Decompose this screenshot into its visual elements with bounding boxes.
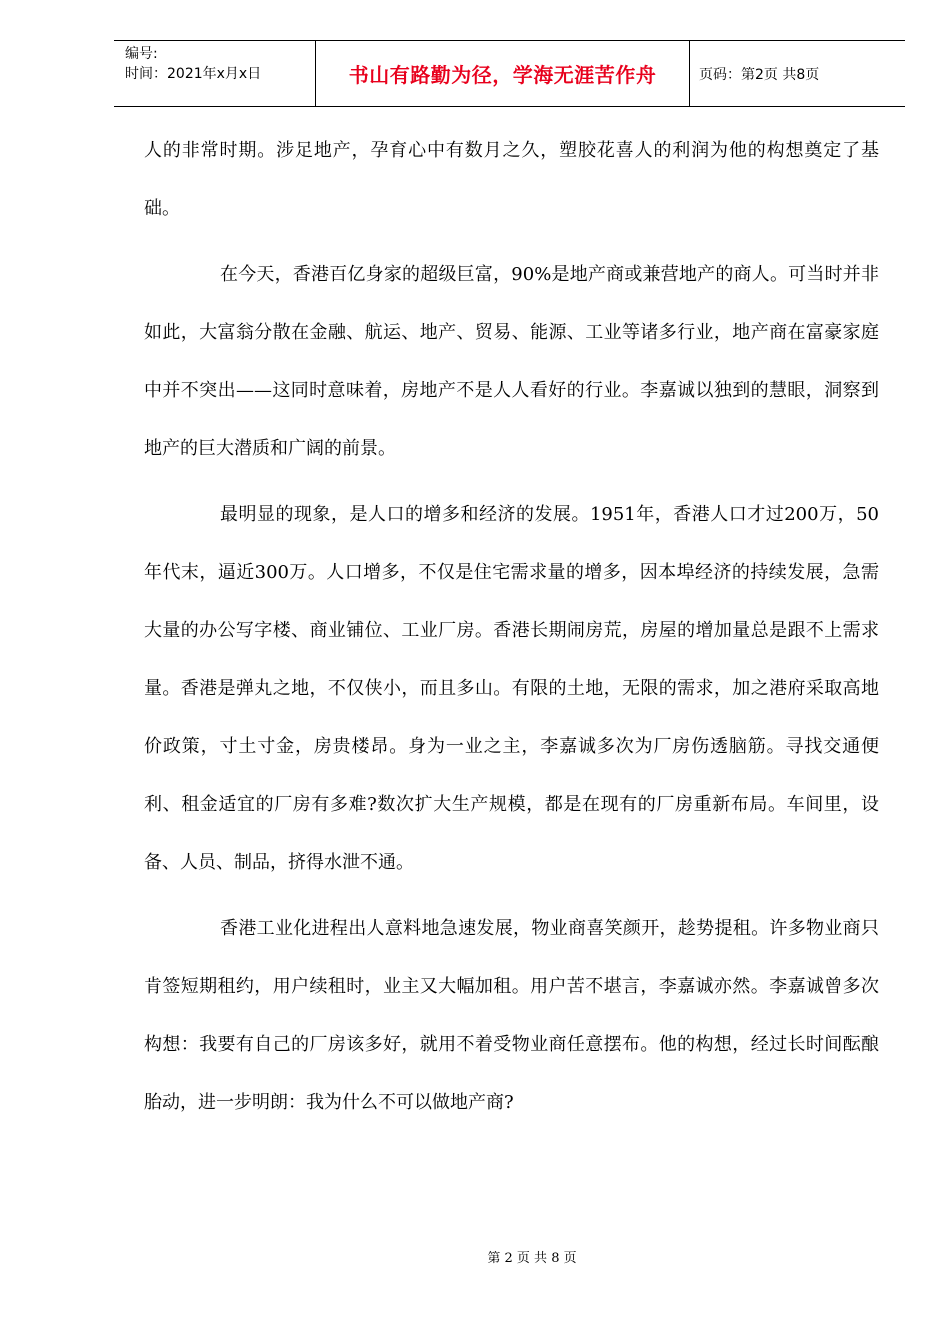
page-info-label: 页码：第2页 共8页 (699, 66, 820, 83)
paragraph-3: 最明显的现象，是人口的增多和经济的发展。1951年，香港人口才过200万，50年代末，逼近300万。人口增多，不仅是住宅需求量的增多，因本埠经济的持续发展，急需大量的办公写字楼、商业铺位、工业厂房。香港长期闹房荒，房屋的增加量总是跟不上需求量。香港是弹丸之地，不仅侠小，而且多山。有限的土地，无限的需求，加之港府采取高地价政策，寸土寸金，房贵楼昂。身为一业之主，李嘉诚多次为厂房伤透脑筋。寻找交通便利、租金适宜的厂房有多难?数次扩大生产规模，都是在现有的厂房重新布局。车间里，设备、人员、制品，挤得水泄不通。 (144, 504, 879, 873)
document-body (144, 122, 879, 1132)
header-motto-cell (316, 41, 690, 106)
footer-page-number: 第 2 页 共 8 页 (487, 1251, 577, 1266)
header-meta (114, 41, 316, 106)
paragraph-1: 人的非常时期。涉足地产，孕育心中有数月之久，塑胶花喜人的利润为他的构想奠定了基础。 (144, 140, 879, 219)
paragraph-2: 在今天，香港百亿身家的超级巨富，90%是地产商或兼营地产的商人。可当时并非如此，大富翁分散在金融、航运、地产、贸易、能源、工业等诸多行业，地产商在富豪家庭中并不突出——这同时意味着，房地产不是人人看好的行业。李嘉诚以独到的慧眼，洞察到地产的巨大潜质和广阔的前景。 (144, 264, 879, 459)
serial-number-label: 编号: (125, 46, 158, 62)
header-page-info (690, 41, 905, 106)
date-label: 时间：2021年x月x日 (125, 66, 262, 82)
paragraph-4: 香港工业化进程出人意料地急速发展，物业商喜笑颜开，趁势提租。许多物业商只肯签短期租约，用户续租时，业主又大幅加租。用户苦不堪言，李嘉诚亦然。李嘉诚曾多次构想：我要有自己的厂房该多好，就用不着受物业商任意摆布。他的构想，经过长时间酝酿胎动，进一步明朗：我为什么不可以做地产商? (144, 918, 879, 1113)
page-header (114, 40, 905, 107)
page-footer (0, 1247, 950, 1266)
header-motto: 书山有路勤为径，学海无涯苦作舟 (348, 63, 657, 87)
